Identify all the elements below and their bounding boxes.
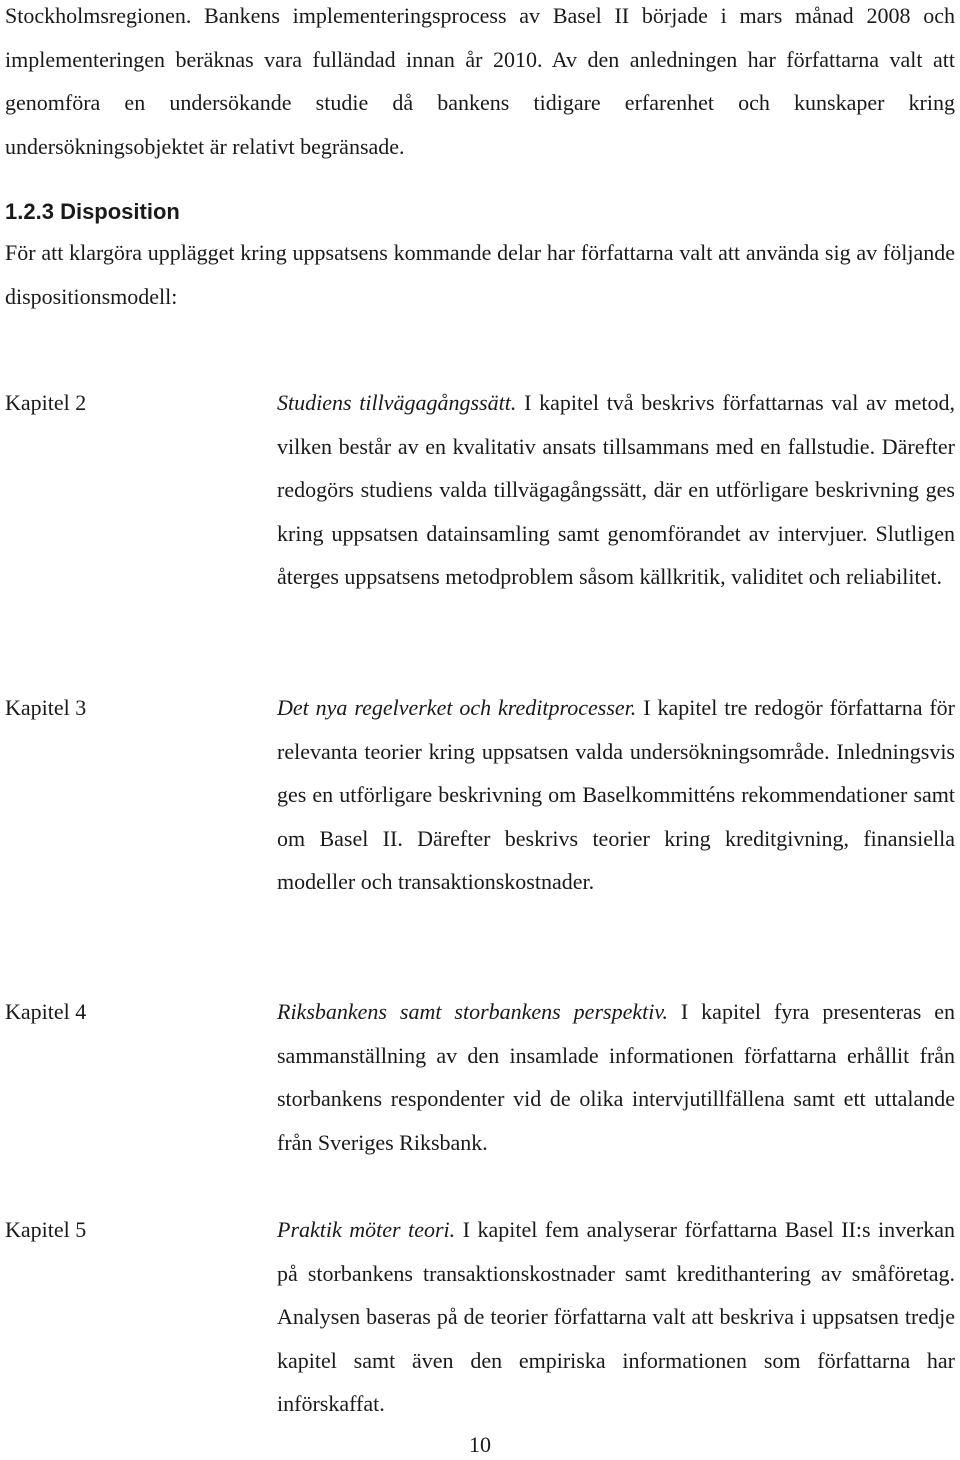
chapter-text: I kapitel fem analyserar författarna Basel II:s inverkan på storbankens transaktionskostnader samt kredithantering av småföretag. Analysen baseras på de teorier författarna valt att beskriva i uppsatsen tredje kapitel samt även den empiriska informationen som författarna har införskaffat. <box>277 1217 956 1417</box>
section-lead-paragraph: För att klargöra upplägget kring uppsatsens kommande delar har författarna valt att använda sig av följande dispositionsmodell: <box>5 240 955 309</box>
chapter-description <box>277 1208 955 1426</box>
page-number: 10 <box>469 1432 491 1457</box>
section-number: 1.2.3 <box>5 199 54 224</box>
chapter-text: I kapitel två beskrivs författarnas val av metod, vilken består av en kvalitativ ansats tillsammans med en fallstudie. Därefter redogörs studiens valda tillvägagångssätt, där en utförligare beskrivning ges kring uppsatsen datainsamling samt genomförandet av intervjuer. Slutligen återges uppsatsens metodproblem såsom källkritik, validitet och reliabilitet. <box>277 390 955 590</box>
chapter-label: Kapitel 4 <box>5 999 87 1024</box>
section-title: Disposition <box>60 199 180 224</box>
chapter-title: Praktik möter teori. <box>277 1217 456 1242</box>
chapter-label: Kapitel 2 <box>5 390 87 415</box>
chapter-description <box>277 381 955 599</box>
chapter-description <box>277 686 955 904</box>
chapter-title: Studiens tillvägagångssätt. <box>277 390 517 415</box>
intro-paragraph: Stockholmsregionen. Bankens implementeringsprocess av Basel II började i mars månad 2008 och implementeringen beräknas vara fulländad innan år 2010. Av den anledningen har författarna valt att genomföra en undersökande studie då bankens tidigare erfarenhet och kunskaper kring undersökningsobjektet är relativt begränsade. <box>5 3 955 159</box>
chapter-text: I kapitel tre redogör författarna för relevanta teorier kring uppsatsen valda undersökningsområde. Inledningsvis ges en utförligare beskrivning om Baselkommitténs rekommendationer samt om Basel II. Därefter beskrivs teorier kring kreditgivning, finansiella modeller och transaktionskostnader. <box>277 695 956 895</box>
chapter-label: Kapitel 3 <box>5 695 87 720</box>
chapter-title: Det nya regelverket och kreditprocesser. <box>277 695 637 720</box>
chapter-label: Kapitel 5 <box>5 1217 87 1242</box>
chapter-title: Riksbankens samt storbankens perspektiv. <box>277 999 668 1024</box>
chapter-text: I kapitel fyra presenteras en sammanställning av den insamlade informationen författarna erhållit från storbankens respondenter vid de olika intervjutillfällena samt ett uttalande från Sveriges Riksbank. <box>277 999 955 1155</box>
chapter-description <box>277 990 955 1164</box>
section-heading <box>5 194 180 230</box>
